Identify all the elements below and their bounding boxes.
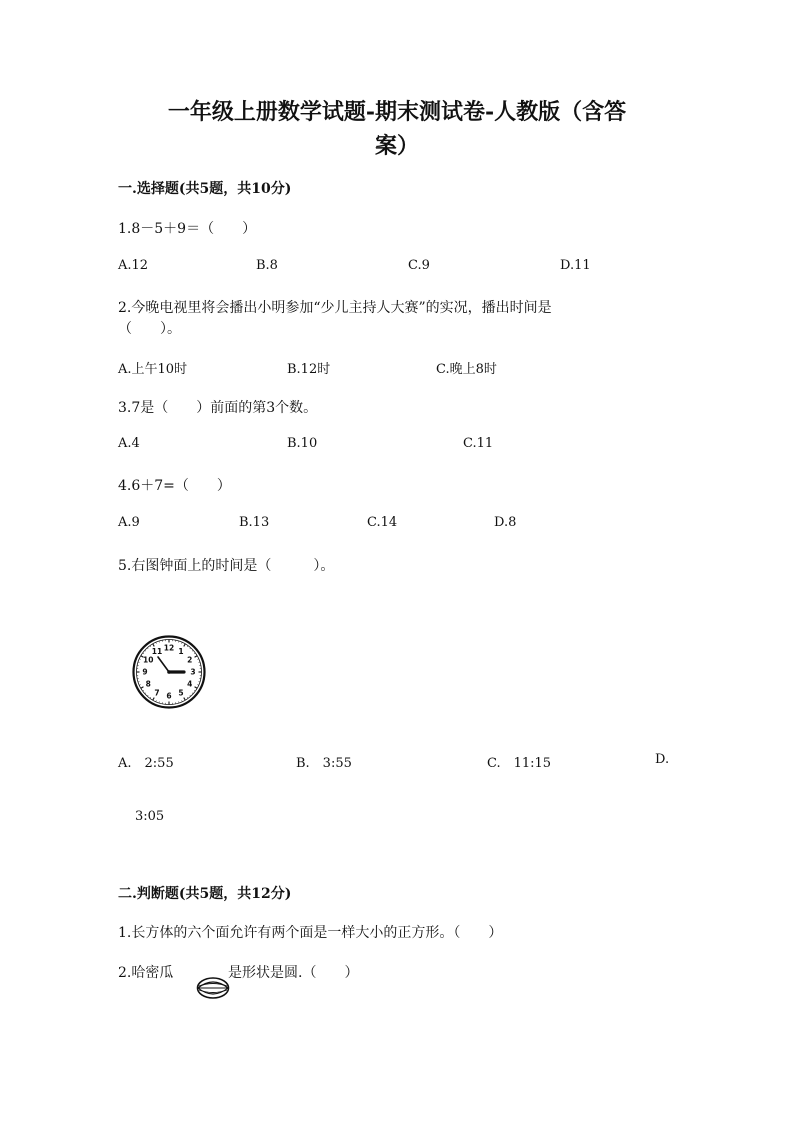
q5-option-b: B. 3:55 bbox=[296, 756, 352, 771]
q2-text-line1: 2.今晚电视里将会播出小明参加“少儿主持人大赛”的实况，播出时间是 bbox=[118, 300, 552, 316]
q3-text: 3.7是（ ）前面的第3个数。 bbox=[118, 400, 318, 416]
clock-number: 3 bbox=[190, 667, 196, 677]
q1-option-d: D.11 bbox=[560, 258, 591, 273]
q3-option-b: B.10 bbox=[287, 436, 318, 451]
q4-option-a: A.9 bbox=[118, 515, 140, 530]
s2-q2-text-after: 是形状是圆.（ ） bbox=[228, 965, 359, 981]
clock-number: 10 bbox=[143, 655, 154, 665]
clock-number: 2 bbox=[187, 655, 193, 665]
q4-text: 4.6＋7=（ ） bbox=[118, 478, 231, 494]
melon-icon bbox=[195, 974, 231, 1002]
clock-number: 1 bbox=[178, 646, 184, 656]
q1-option-b: B.8 bbox=[256, 258, 278, 273]
clock-face-image bbox=[131, 634, 207, 710]
q3-option-a: A.4 bbox=[118, 436, 140, 451]
q1-option-a: A.12 bbox=[118, 258, 149, 273]
q5-option-a: A. 2:55 bbox=[118, 756, 174, 771]
s2-q1-text: 1.长方体的六个面允许有两个面是一样大小的正方形。（ ） bbox=[118, 925, 503, 941]
page-title-line2: 案） bbox=[374, 133, 419, 159]
q2-option-c: C.晚上8时 bbox=[436, 362, 497, 377]
clock-number: 9 bbox=[142, 667, 148, 677]
clock-number: 7 bbox=[154, 688, 160, 698]
clock-number: 8 bbox=[145, 679, 151, 689]
q4-option-c: C.14 bbox=[367, 515, 398, 530]
clock-number: 12 bbox=[163, 643, 175, 653]
q2-option-b: B.12时 bbox=[287, 362, 331, 377]
clock-number: 4 bbox=[187, 679, 193, 689]
q1-text: 1.8－5＋9＝（ ） bbox=[118, 221, 257, 237]
q4-option-b: B.13 bbox=[239, 515, 270, 530]
q2-option-a: A.上午10时 bbox=[118, 362, 188, 377]
clock-center-dot bbox=[167, 670, 171, 674]
q5-option-c: C. 11:15 bbox=[487, 756, 552, 771]
section2-heading: 二.判断题(共5题，共12分) bbox=[118, 886, 292, 902]
q5-text: 5.右图钟面上的时间是（ ）。 bbox=[118, 558, 335, 574]
clock-number: 11 bbox=[151, 646, 163, 656]
section1-heading: 一.选择题(共5题，共10分) bbox=[118, 181, 292, 197]
q5-option-d: D. bbox=[655, 752, 670, 767]
q5-option-d-value: 3:05 bbox=[135, 809, 165, 824]
clock-number: 5 bbox=[178, 688, 184, 698]
q4-option-d: D.8 bbox=[494, 515, 517, 530]
s2-q2-text-before: 2.哈密瓜 bbox=[118, 965, 174, 981]
q1-option-c: C.9 bbox=[408, 258, 430, 273]
q3-option-c: C.11 bbox=[463, 436, 494, 451]
page-title-line1: 一年级上册数学试题-期末测试卷-人教版（含答 bbox=[167, 99, 627, 125]
q2-text-line2: （ ）。 bbox=[118, 321, 181, 337]
clock-number: 6 bbox=[166, 691, 172, 701]
